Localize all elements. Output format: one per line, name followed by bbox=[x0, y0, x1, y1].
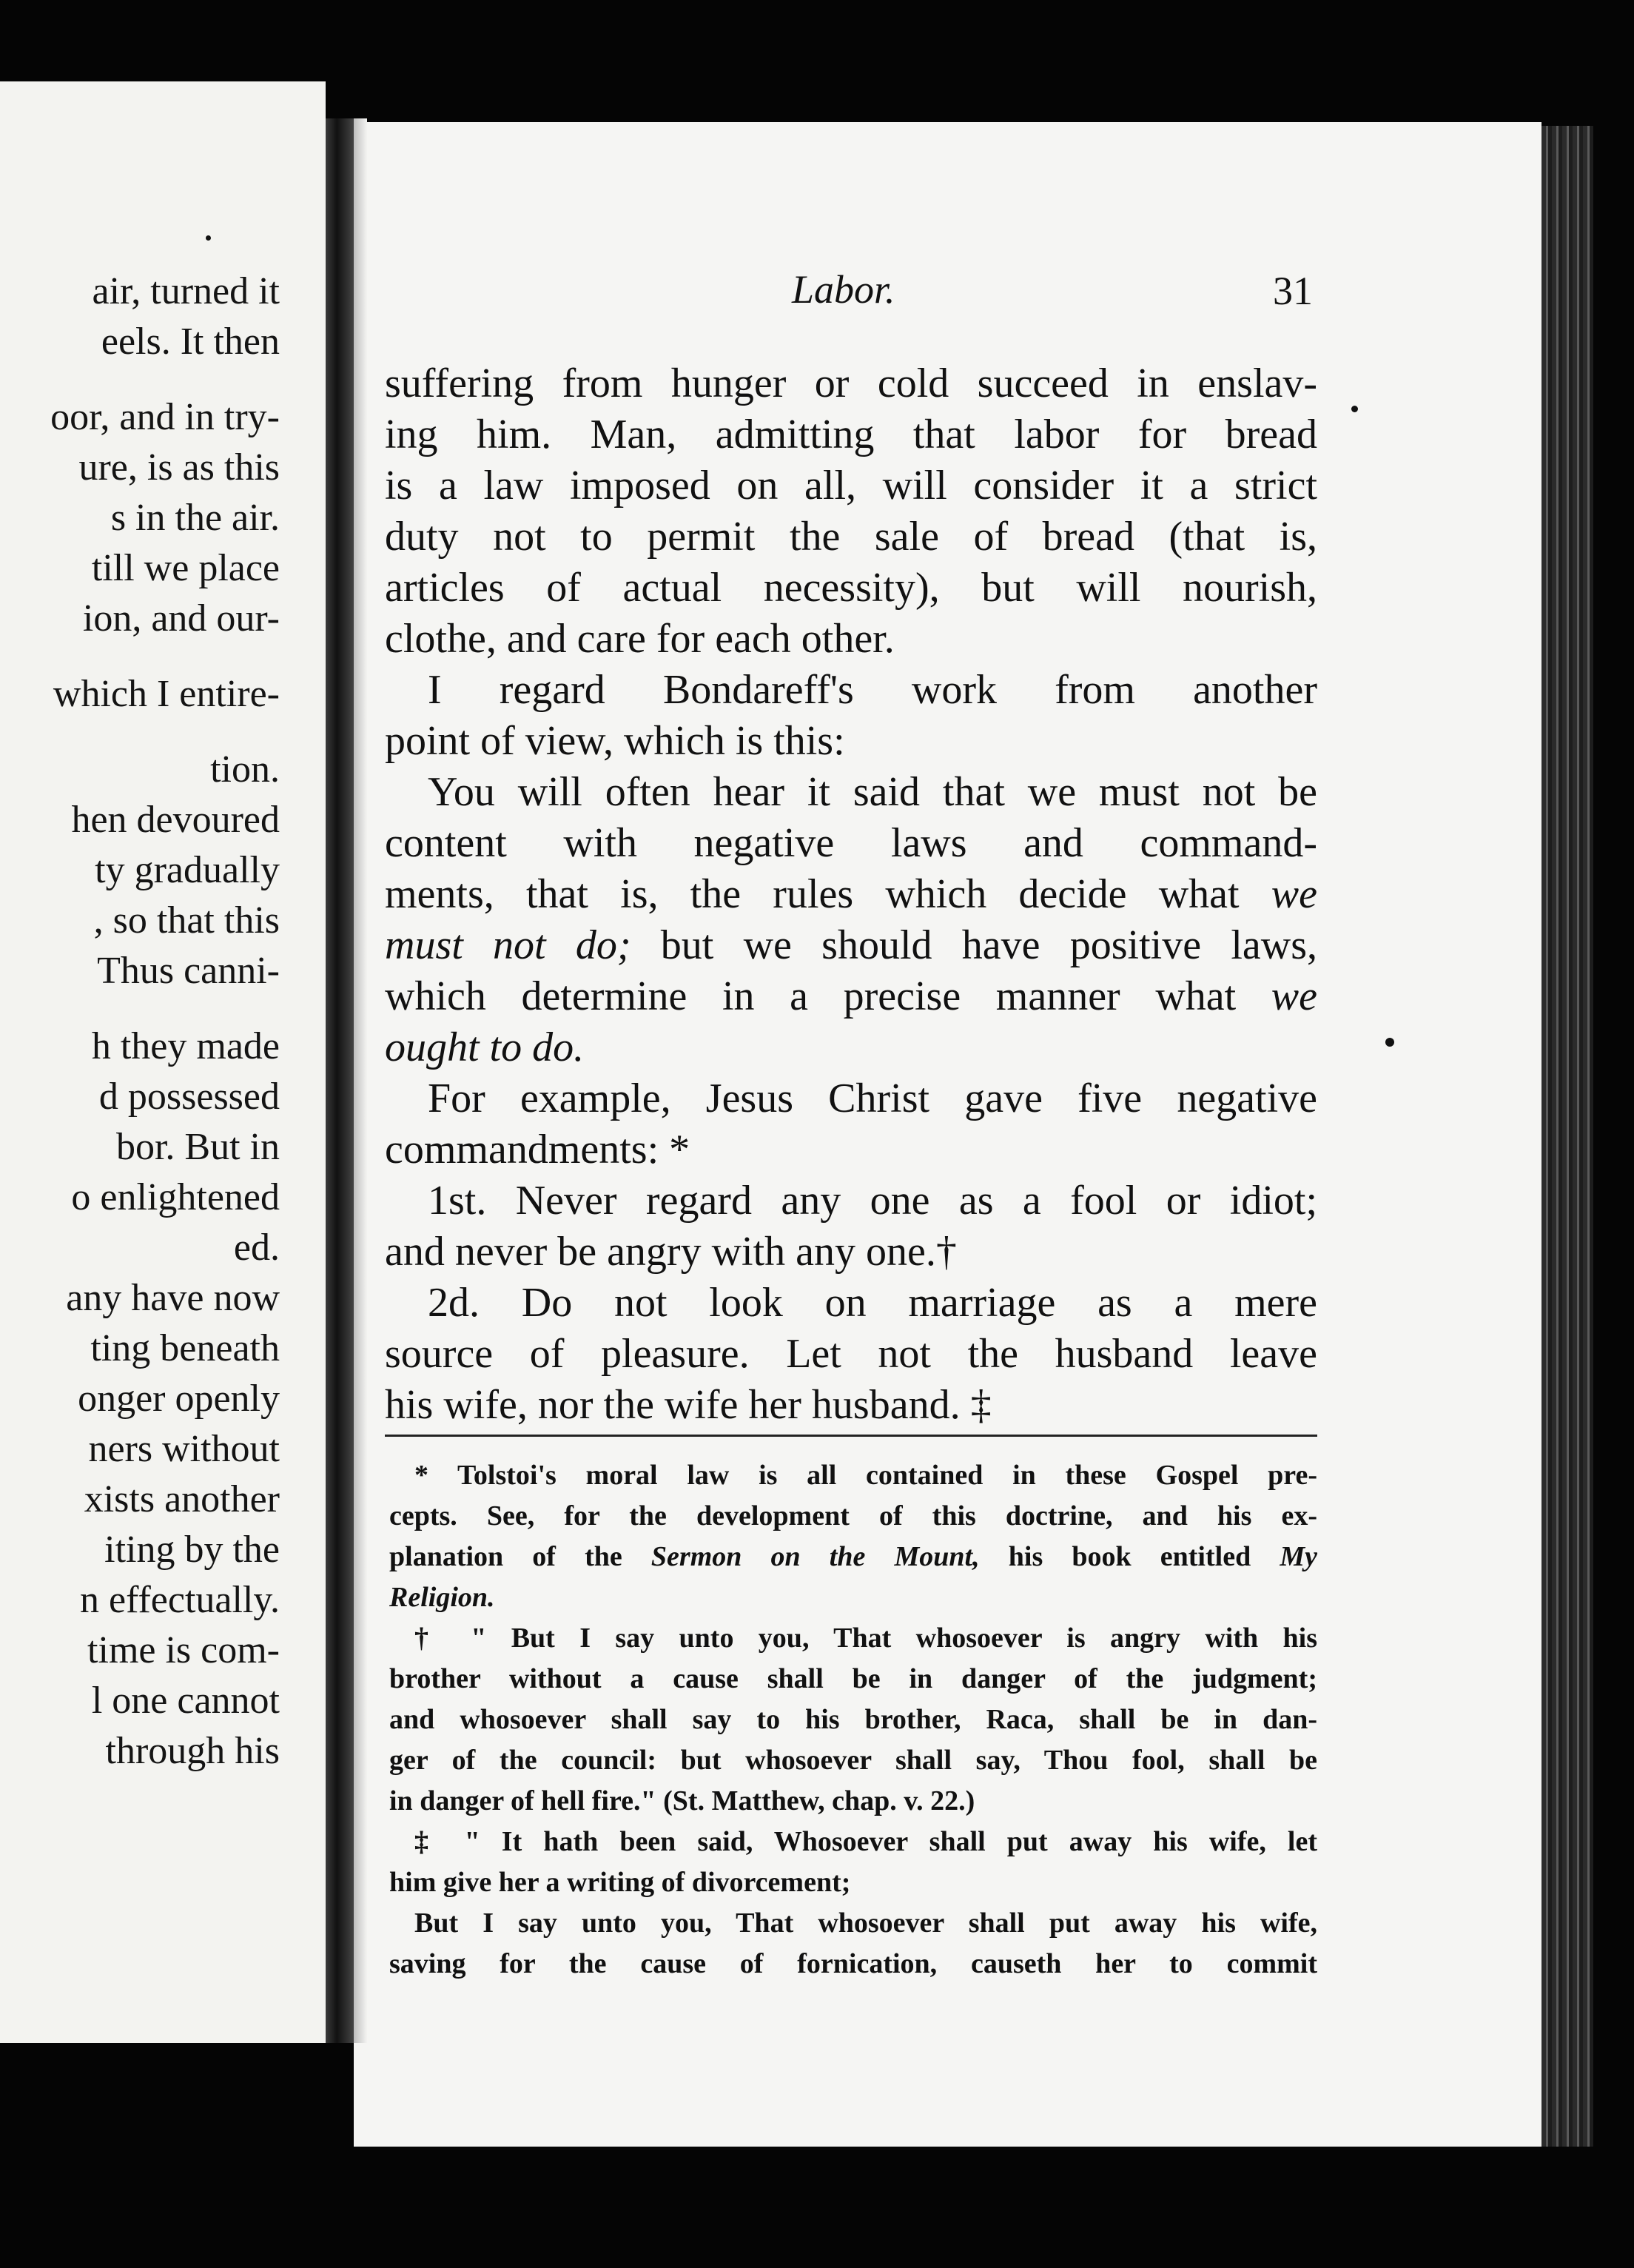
footnote-line: in danger of hell fire." (St. Matthew, chap. v. 22.) bbox=[389, 1785, 975, 1816]
footnote-rule bbox=[385, 1435, 1317, 1437]
footnote-line: cepts. See, for the development of this doctrine, and his ex- bbox=[389, 1500, 1317, 1531]
left-page-line: xists another bbox=[84, 1478, 280, 1520]
text-line: duty not to permit the sale of bread (that is, bbox=[385, 514, 1317, 560]
left-page-line: through his bbox=[105, 1730, 280, 1772]
left-page-line: oor, and in try- bbox=[50, 396, 280, 438]
left-page-line: time is com- bbox=[87, 1629, 280, 1671]
text-line: ing him. Man, admitting that labor for bread bbox=[385, 412, 1317, 457]
italic-text: Religion. bbox=[389, 1582, 495, 1613]
speck bbox=[1351, 406, 1358, 412]
text-line: source of pleasure. Let not the husband leave bbox=[385, 1331, 1317, 1377]
footnotes bbox=[389, 1455, 1317, 1984]
italic-text: ought to do. bbox=[385, 1024, 585, 1070]
text-line: point of view, which is this: bbox=[385, 718, 845, 764]
text-fragment: which determine in a precise manner what bbox=[385, 973, 1271, 1019]
left-page-line: ure, is as this bbox=[78, 446, 280, 489]
left-page-line: which I entire- bbox=[53, 673, 280, 715]
left-page-line: till we place bbox=[91, 547, 280, 589]
left-page-line: Thus canni- bbox=[97, 950, 280, 992]
text-line: and never be angry with any one.† bbox=[385, 1229, 957, 1275]
footnote-line bbox=[389, 1577, 1317, 1618]
text-fragment: his book entitled bbox=[979, 1541, 1280, 1572]
footnote-line: But I say unto you, That whosoever shall put away his wife, bbox=[414, 1908, 1317, 1939]
left-page-line: h they made bbox=[91, 1025, 280, 1067]
text-line: For example, Jesus Christ gave five negative bbox=[428, 1076, 1317, 1121]
footnote-line bbox=[389, 1537, 1317, 1577]
text-line: is a law imposed on all, will consider it a strict bbox=[385, 463, 1317, 509]
italic-text: we bbox=[1271, 973, 1317, 1019]
left-page-line: air, turned it bbox=[92, 270, 280, 312]
text-line bbox=[385, 869, 1317, 920]
left-page-line: s in the air. bbox=[110, 497, 280, 539]
left-page-line: ty gradually bbox=[95, 849, 280, 891]
text-line bbox=[385, 971, 1317, 1022]
speck bbox=[1385, 1038, 1394, 1047]
left-page-line: l one cannot bbox=[91, 1680, 280, 1722]
left-page-line: ners without bbox=[88, 1428, 280, 1470]
footnote-line: him give her a writing of divorcement; bbox=[389, 1867, 851, 1898]
text-line: 2d. Do not look on marriage as a mere bbox=[428, 1280, 1317, 1326]
book-gutter bbox=[326, 118, 354, 2043]
text-line: articles of actual necessity), but will nourish, bbox=[385, 565, 1317, 611]
text-line: You will often hear it said that we must not be bbox=[428, 769, 1317, 815]
footnote-line: brother without a cause shall be in danger of the judgment; bbox=[389, 1663, 1317, 1694]
left-page-line: iting by the bbox=[104, 1529, 280, 1571]
text-fragment: ments, that is, the rules which decide what bbox=[385, 871, 1240, 917]
text-line: 1st. Never regard any one as a fool or idiot; bbox=[428, 1178, 1317, 1224]
text-line: suffering from hunger or cold succeed in enslav- bbox=[385, 360, 1317, 406]
left-page-line: ion, and our- bbox=[82, 597, 280, 640]
left-page-line: tion. bbox=[210, 748, 280, 791]
text-fragment: but we should have positive laws, bbox=[631, 922, 1318, 968]
left-page bbox=[0, 81, 326, 2043]
left-page-line: n effectually. bbox=[80, 1579, 280, 1621]
page-number: 31 bbox=[1273, 269, 1313, 313]
text-fragment: planation of the bbox=[389, 1541, 651, 1572]
page-edges bbox=[1541, 126, 1593, 2147]
left-page-line: ed. bbox=[233, 1227, 280, 1269]
italic-text: Sermon on the Mount, bbox=[650, 1541, 980, 1572]
left-page-line: , so that this bbox=[93, 899, 280, 942]
text-line bbox=[385, 920, 1317, 971]
italic-text: must not do; bbox=[385, 922, 631, 968]
speck bbox=[206, 235, 211, 241]
footnote-line: and whosoever shall say to his brother, Raca, shall be in dan- bbox=[389, 1704, 1317, 1735]
italic-text: we bbox=[1271, 871, 1317, 917]
text-line: commandments: * bbox=[385, 1127, 690, 1172]
running-title: Labor. bbox=[792, 267, 895, 312]
body-text bbox=[385, 358, 1317, 1431]
left-page-line: eels. It then bbox=[101, 321, 280, 363]
text-line: his wife, nor the wife her husband. ‡ bbox=[385, 1382, 992, 1428]
gutter-shadow bbox=[354, 118, 367, 2043]
left-page-line: hen devoured bbox=[71, 799, 280, 841]
text-line: clothe, and care for each other. bbox=[385, 616, 895, 662]
footnote-line: ger of the council: but whosoever shall say, Thou fool, shall be bbox=[389, 1745, 1317, 1776]
left-page-line: any have now bbox=[66, 1277, 280, 1319]
italic-text: My bbox=[1280, 1541, 1317, 1572]
left-page-line: onger openly bbox=[78, 1378, 280, 1420]
text-line: I regard Bondareff's work from another bbox=[428, 667, 1317, 713]
footnote-line: saving for the cause of fornication, causeth her to commit bbox=[389, 1948, 1317, 1979]
text-line: content with negative laws and command- bbox=[385, 820, 1317, 866]
footnote-line: * Tolstoi's moral law is all contained in these Gospel pre- bbox=[414, 1460, 1317, 1491]
left-page-line: d possessed bbox=[98, 1076, 280, 1118]
left-page-line: ting beneath bbox=[90, 1327, 280, 1369]
left-page-line: o enlightened bbox=[71, 1176, 280, 1218]
footnote-line: † " But I say unto you, That whosoever is angry with his bbox=[414, 1623, 1317, 1654]
left-page-line: bor. But in bbox=[115, 1126, 280, 1168]
text-line bbox=[385, 1022, 1317, 1073]
footnote-line: ‡ " It hath been said, Whosoever shall put away his wife, let bbox=[414, 1826, 1317, 1857]
